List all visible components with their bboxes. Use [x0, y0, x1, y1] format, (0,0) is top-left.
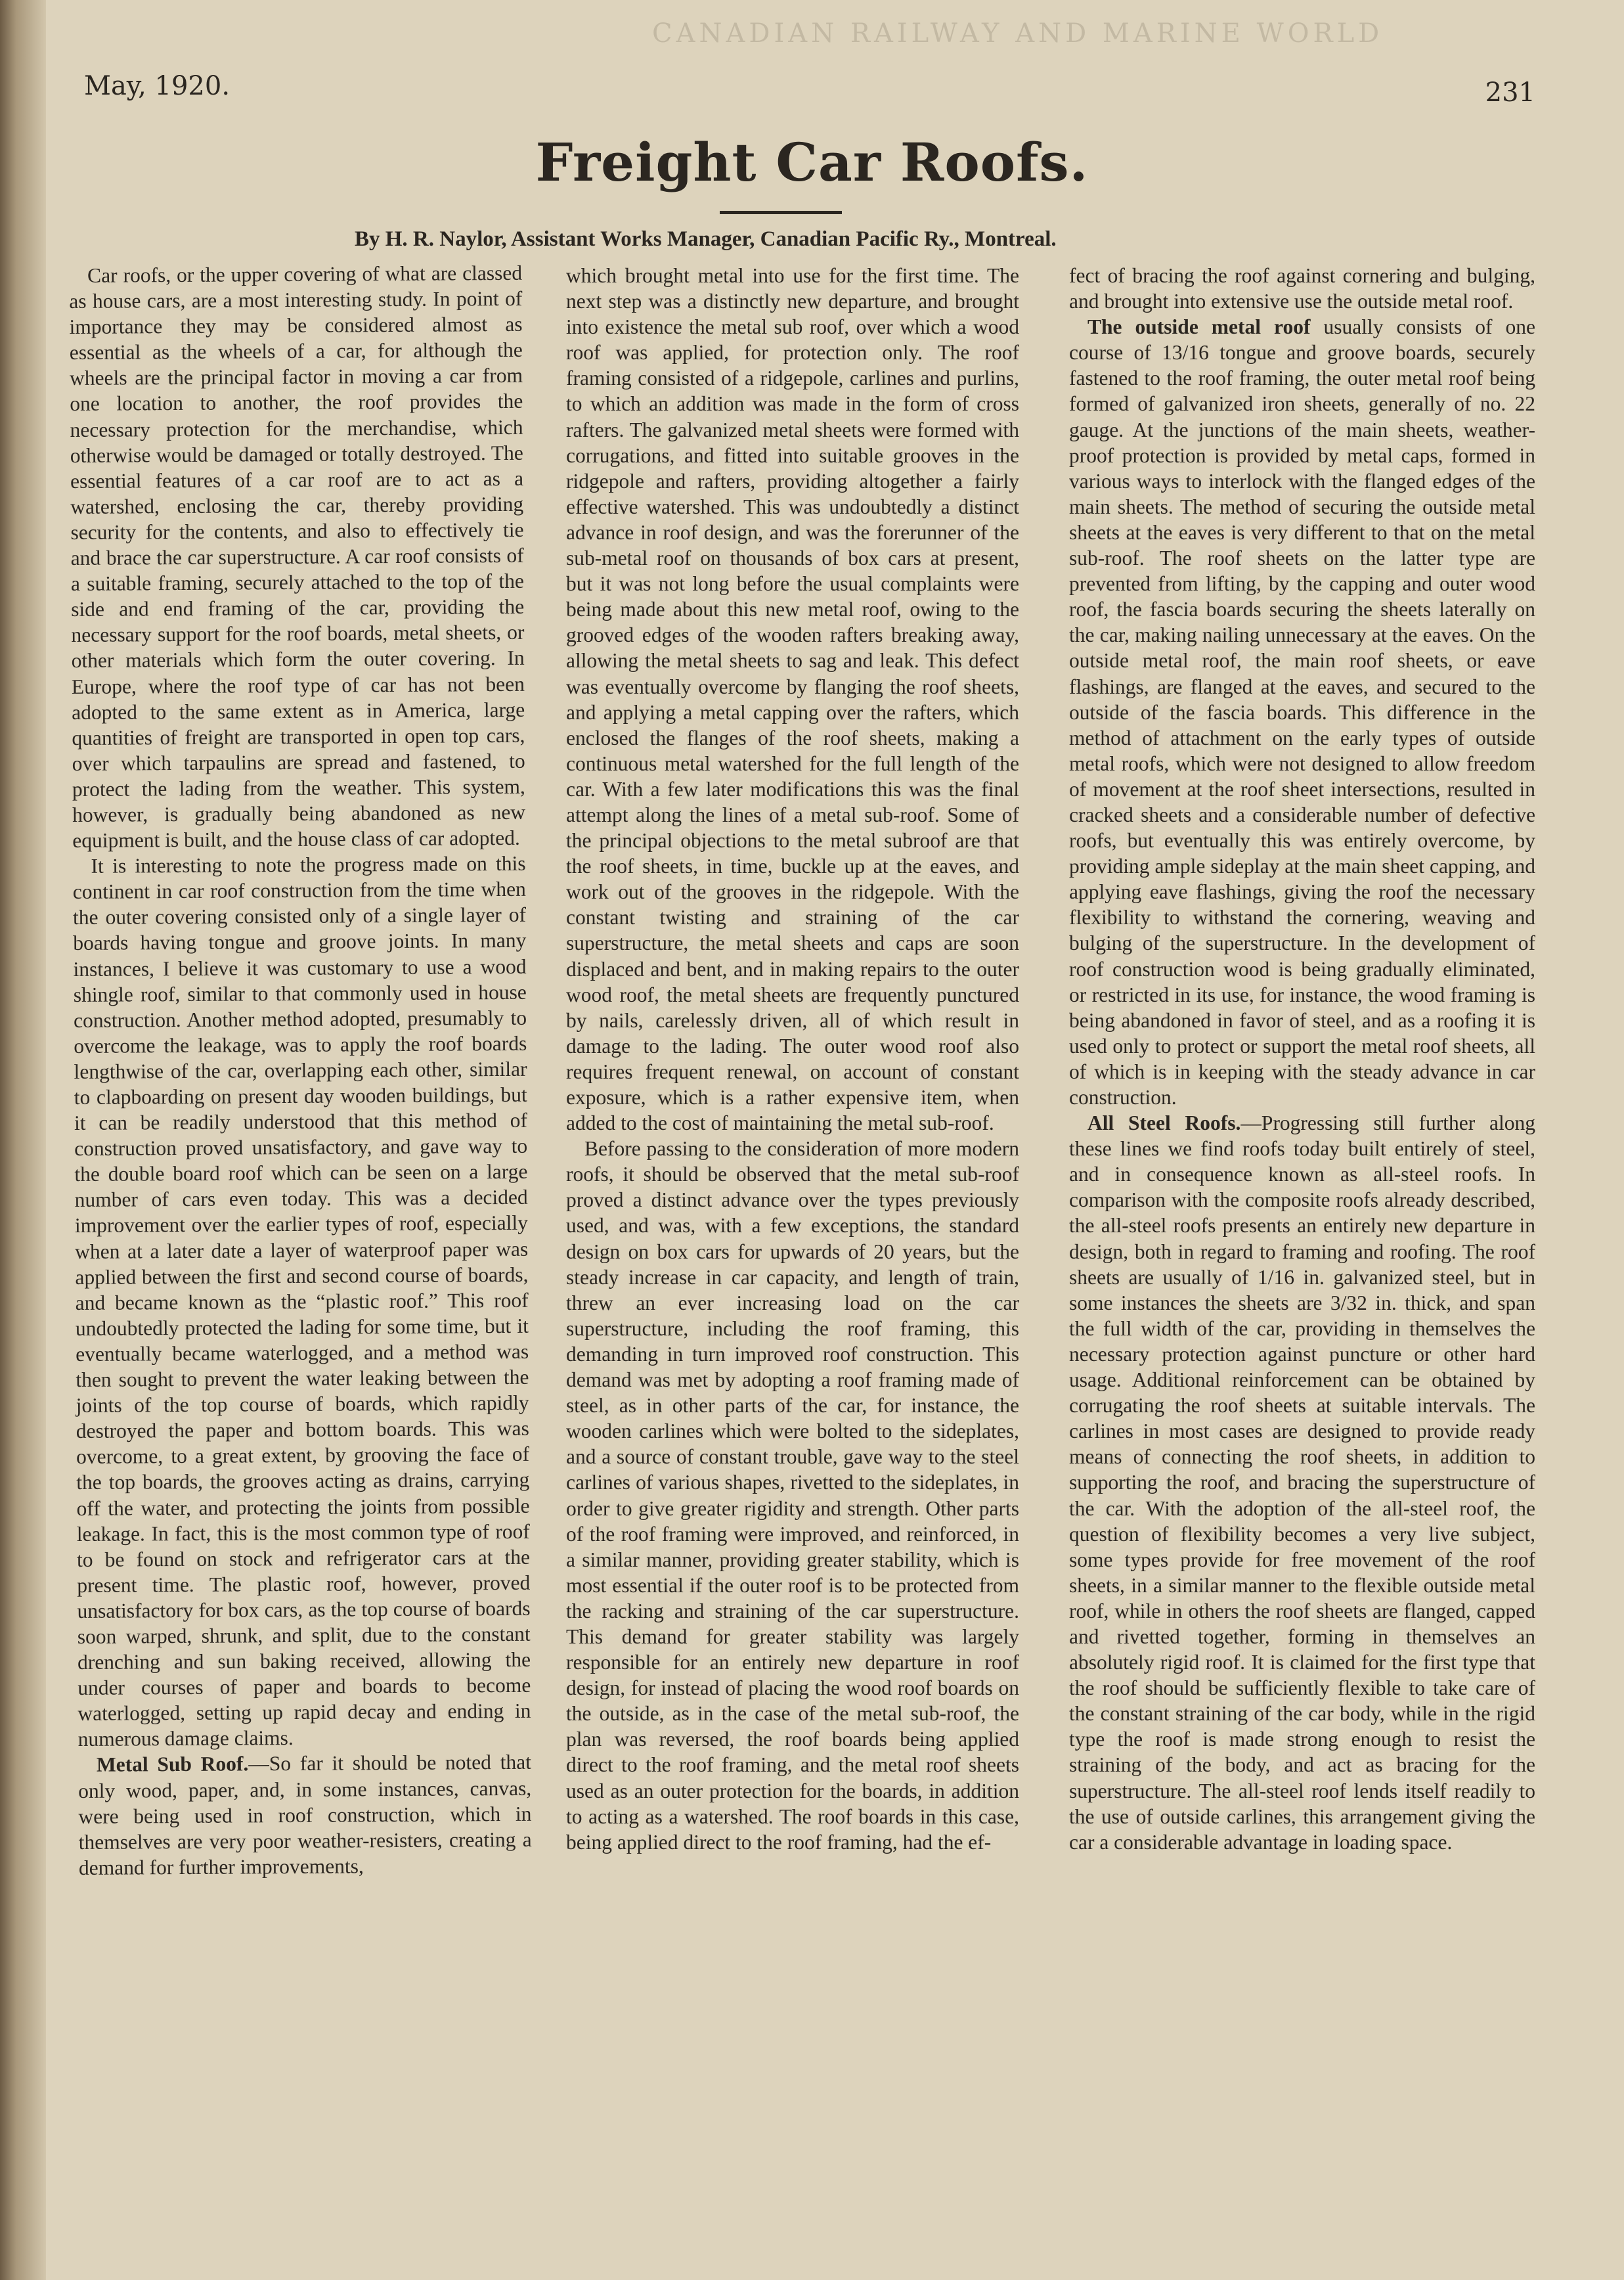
paragraph: Before passing to the consideration of more modern roofs, it should be observed that the metal sub-roof proved a distinct advance over the types previously used, and was, with a few exceptions, the standard design on box cars for upwards of 20 years, but the steady increase in car capacity, and length of train, threw an ever increasing load on the car superstructure, including the roof framing, this demanding in turn improved roof construction. This demand was met by adopting a roof framing made of steel, as in other parts of the car, for instance, the wooden carlines which were bolted to the sideplates, and a source of constant trouble, gave way to the steel carlines of various shapes, rivetted to the sideplates, in order to give greater rigidity and strength. Other parts of the roof framing were improved, and reinforced, in a similar manner, providing greater stability, which is most essential if the outer roof is to be protected from the racking and straining of the car superstructure. This demand for greater stability was largely responsible for an entirely new departure in roof design, for instead of placing the wood roof boards on the outside, as in the case of the metal sub-roof, the plan was reversed, the roof boards being applied direct to the roof framing, and the metal roof sheets used as an outer protection for the boards, in addition to acting as a watershed. The roof boards in this case, being applied direct to the roof framing, had the ef-: [566, 1137, 1019, 1854]
page-binding-edge: [0, 0, 46, 2280]
paragraph: fect of bracing the roof against cornering and bulging, and brought into extensive use the outside metal roof.: [1069, 264, 1535, 313]
column-2: [566, 263, 1019, 1855]
column-3: [1069, 263, 1535, 1855]
section-heading: Metal Sub Roof.: [96, 1752, 249, 1777]
paragraph: Car roofs, or the upper covering of what are classed as house cars, are a most interesting study. In point of importance they may be considered almost as essential as the wheels of a car, for although the wheels are the principal factor in moving a car from one location to another, the roof provides the necessary protection for the merchandise, which otherwise would be damaged or totally destroyed. The essential features of a car roof are to act as a watershed, enclosing the car, thereby providing security for the contents, and also to effectively tie and brace the car superstructure. A car roof consists of a suitable framing, securely attached to the top of the side and end framing of the car, providing the necessary support for the roof boards, metal sheets, or other materials which form the outer covering. In Europe, where the roof type of car has not been adopted to the same extent as in America, large quantities of freight are transported in open top cars, over which tarpaulins are spread and fastened, to protect the lading from the weather. This system, however, is gradually being abandoned as new equipment is built, and the house class of car adopted.: [69, 261, 526, 853]
article-byline: By H. R. Naylor, Assistant Works Manager, Canadian Pacific Ry., Montreal.: [355, 227, 1057, 251]
section-heading: The outside metal roof: [1087, 315, 1311, 339]
page-number: 231: [1485, 78, 1535, 108]
paragraph: [1069, 314, 1535, 1110]
paragraph-text: usually consists of one course of 13/16 tongue and groove boards, securely fastened to the roof framing, the outer metal roof being formed of galvanized iron sheets, generally of no. 22 gauge. At the junctions of the main sheets, weather-proof protection is provided by metal caps, formed in various ways to interlock with the flanged edges of the main sheets. The method of securing the outside metal sheets at the eaves is very different to that on the metal sub-roof. The roof sheets on the latter type are prevented from lifting, by the capping and outer wood roof, the fascia boards securing the sheets laterally on the car, making nailing unnecessary at the eaves. On the outside metal roof, the main roof sheets, or eave flashings, are flanged at the eaves, and secured to the outside of the fascia boards. This difference in the method of attachment on the early types of outside metal roofs, which were not designed to allow freedom of movement at the roof sheet intersections, resulted in cracked sheets and a considerable number of defective roofs, but eventually this was entirely overcome, by providing ample sideplay at the main sheet capping, and applying eave flashings, giving the roof the necessary flexibility to withstand the cornering, weaving and bulging of the superstructure. In the development of roof construction wood is being gradually eliminated, or restricted in its use, for instance, the wood framing is being abandoned in favor of steel, and as a roofing it is used only to protect or support the metal roof sheets, all of which is in keeping with the steady advance in car construction.: [1069, 315, 1535, 1109]
paragraph: [78, 1749, 532, 1881]
paragraph: [1069, 1110, 1535, 1855]
paragraph: which brought metal into use for the first time. The next step was a distinctly new departure, and brought into existence the metal sub roof, over which a wood roof was applied, for protection only. The roof framing consisted of a ridgepole, carlines and purlins, to which an addition was made in the form of cross rafters. The galvanized metal sheets were formed with corrugations, and fitted into suitable grooves in the ridgepole and rafters, providing altogether a fairly effective watershed. This was undoubtedly a distinct advance in roof design, and was the forerunner of the sub-metal roof on thousands of box cars at present, but it was not long before the usual complaints were being made about this new metal roof, owing to the grooved edges of the wooden rafters breaking away, allowing the metal sheets to sag and leak. This defect was eventually overcome by flanging the roof sheets, and applying a metal capping over the rafters, which enclosed the flanges of the roof sheets, making a continuous metal watershed for the full length of the car. With a few later modifications this was the final attempt along the lines of a metal sub-roof. Some of the principal objections to the metal subroof are that the roof sheets, in time, buckle up at the eaves, and work out of the grooves in the ridgepole. With the constant twisting and straining of the car superstructure, the metal sheets and caps are soon displaced and bent, and in making repairs to the outer wood roof, the metal sheets are frequently punctured by nails, carelessly driven, all of which result in damage to the lading. The outer wood roof also requires frequent renewal, on account of constant exposure, which is a rather expensive item, when added to the cost of maintaining the metal sub-roof.: [566, 264, 1019, 1135]
column-1: [69, 260, 532, 1881]
title-rule: [720, 211, 842, 214]
paragraph: It is interesting to note the progress made on this continent in car roof construction from the time when the outer covering consisted only of a single layer of boards having tongue and groove joints. In many instances, I believe it was customary to use a wood shingle roof, similar to that commonly used in house construction. Another method adopted, presumably to overcome the leakage, was to apply the roof boards lengthwise of the car, overlapping each other, similar to clapboarding on present day wooden buildings, but it can be readily understood that this method of construction proved unsatisfactory, and gave way to the double board roof which can be seen on a large number of cars even today. This was a decided improvement over the earlier types of roof, especially when at a later date a layer of waterproof paper was applied between the first and second course of boards, and became known as the “plastic roof.” This roof undoubtedly protected the lading for some time, but it eventually became waterlogged, and a method was then sought to prevent the water leaking between the joints of the top course of boards, which rapidly destroyed the paper and bottom boards. This was overcome, to a great extent, by grooving the face of the top boards, the grooves acting as drains, carrying off the water, and protecting the joints from possible leakage. In fact, this is the most common type of roof to be found on stock and refrigerator cars at the present time. The plastic roof, however, proved unsatisfactory for box cars, as the top course of boards soon warped, shrunk, and split, due to the constant drenching and sun baking received, allowing the under courses of paper and boards to become waterlogged, setting up rapid decay and ending in numerous damage claims.: [72, 851, 531, 1751]
paragraph-text: —Progressing still further along these lines we find roofs today built entirely of steel, and in consequence known as all-steel roofs. In comparison with the composite roofs already described, the all-steel roofs presents an entirely new departure in design, both in regard to framing and roofing. The roof sheets are usually of 1/16 in. galvanized steel, but in some instances the sheets are 3/32 in. thick, and span the full width of the car, providing in themselves the necessary protection against puncture or other hard usage. Additional reinforcement can be obtained by corrugating the roof sheets at suitable intervals. The carlines in most cases are designed to provide ready means of connecting the roof sheets, in addition to supporting the roof, and bracing the superstructure of the car. With the adoption of the all-steel roof, the question of flexibility becomes a very live subject, some types provide for free movement of the roof sheets, in a similar manner to the flexible outside metal roof, while in others the roof sheets are flanged, capped and rivetted together, forming in themselves an absolutely rigid roof. It is claimed for the first type that the roof should be sufficiently flexible to take care of the constant straining of the car body, while in the rigid type the roof is made strong enough to resist the straining of the body, and act as bracing for the superstructure. The all-steel roof lends itself readily to the use of outside carlines, this arrangement giving the car a considerable advantage in loading space.: [1069, 1111, 1535, 1854]
article-title: Freight Car Roofs.: [535, 131, 1089, 193]
bleed-through-text: CANADIAN RAILWAY AND MARINE WORLD: [652, 18, 1384, 49]
issue-date: May, 1920.: [84, 71, 230, 101]
section-heading: All Steel Roofs.: [1087, 1111, 1241, 1135]
paragraph-text: —So far it should be noted that only wood, paper, and, in some instances, canvas, were being used in roof construction, which in themselves are very poor weather-resisters, creating a demand for further improvements,: [78, 1751, 532, 1879]
